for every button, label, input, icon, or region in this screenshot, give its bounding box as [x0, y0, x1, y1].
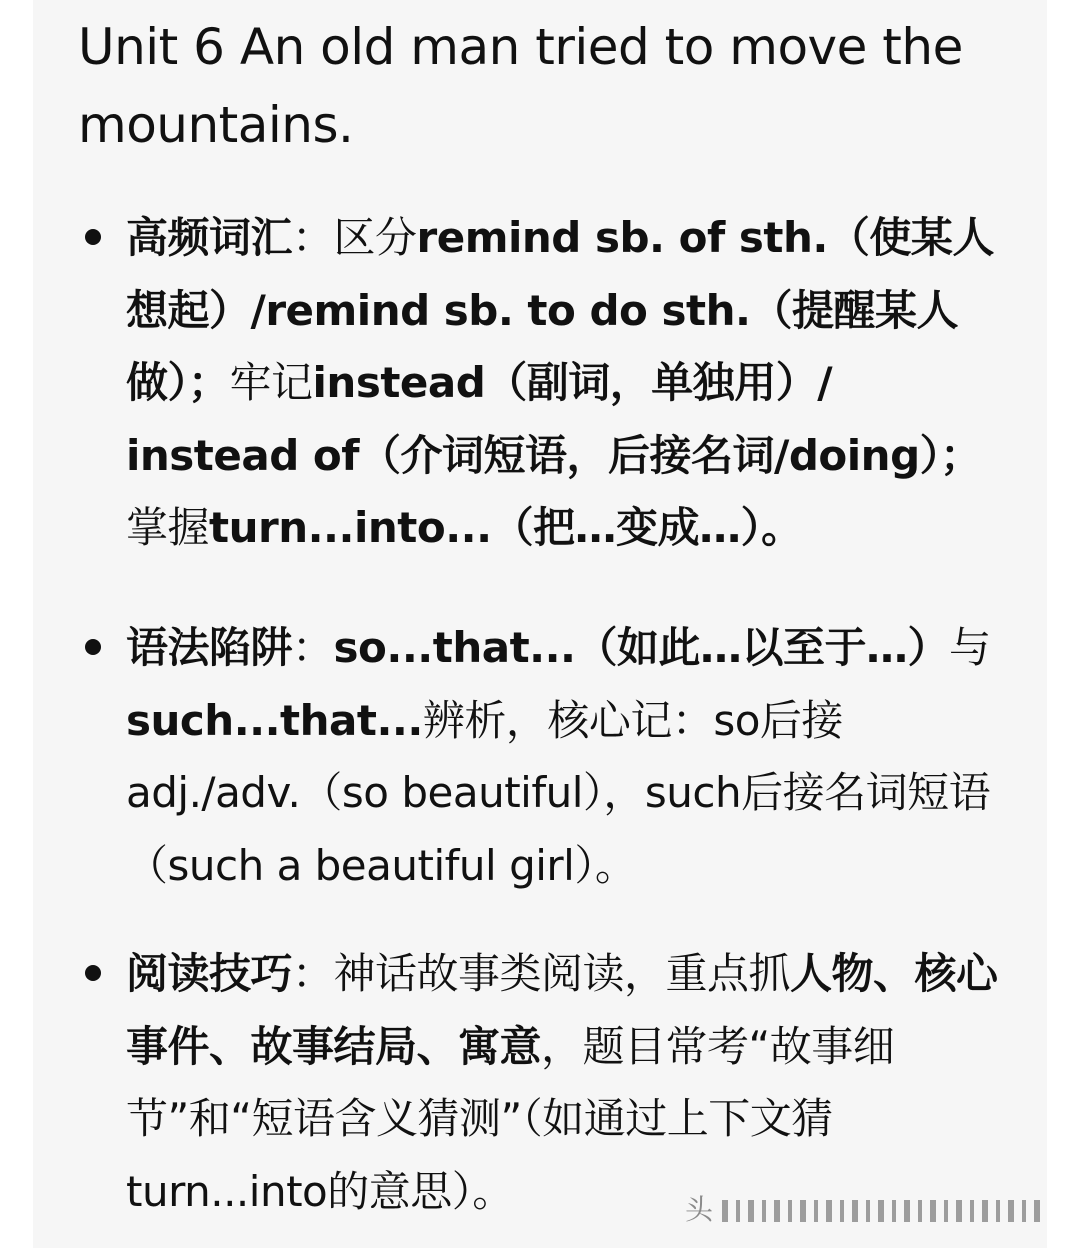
bullet-dot: [85, 229, 101, 245]
item-text: 牢记: [229, 358, 313, 407]
watermark-logo: [722, 1200, 1042, 1222]
item-text: 神话故事类阅读，重点抓: [333, 949, 791, 998]
item-separator: ：: [292, 623, 334, 672]
item-text-emphasis: 人物、核心事件、故事结局、寓意: [126, 949, 998, 1071]
item-separator: ：: [292, 949, 334, 998]
item-text: ，题目常考“故事细节”和“短语含义猜测”（如通过上下文猜turn...into的意思）。: [126, 1021, 895, 1216]
item-label: 高频词汇: [126, 213, 293, 262]
item-separator: ：: [292, 213, 334, 262]
item-text: 掌握: [126, 503, 210, 552]
item-text-emphasis: turn...into...（把…变成…）。: [209, 503, 803, 552]
list-item: [126, 612, 1006, 902]
watermark-text: 头: [685, 1193, 714, 1226]
page-title: Unit 6 An old man tried to move the mountains.: [78, 18, 963, 154]
item-text: 辨析，核心记：so后接 adj./adv.（so beautiful），such后接名词短语（such a beautiful girl）。: [126, 695, 991, 890]
document-page: [33, 0, 1047, 1248]
item-text-emphasis: remind sb. of sth.（使某人想起）/remind sb. to do sth.（提醒某人做）；: [126, 213, 994, 407]
item-text-emphasis: such...that...: [126, 695, 423, 745]
item-text: 区分: [333, 213, 417, 262]
bullet-dot: [85, 639, 101, 655]
list-item: [126, 938, 1006, 1228]
item-label: 语法陷阱: [126, 623, 293, 672]
item-label: 阅读技巧: [126, 949, 293, 998]
item-text-emphasis: so...that...（如此…以至于…）: [333, 623, 950, 672]
list-item: [126, 202, 1006, 565]
item-text: 与: [949, 623, 991, 672]
watermark: [685, 1192, 1065, 1228]
item-text-emphasis: instead（副词，单独用）/ instead of（介词短语，后接名词/doing）；: [126, 358, 982, 480]
bullet-dot: [85, 965, 101, 981]
